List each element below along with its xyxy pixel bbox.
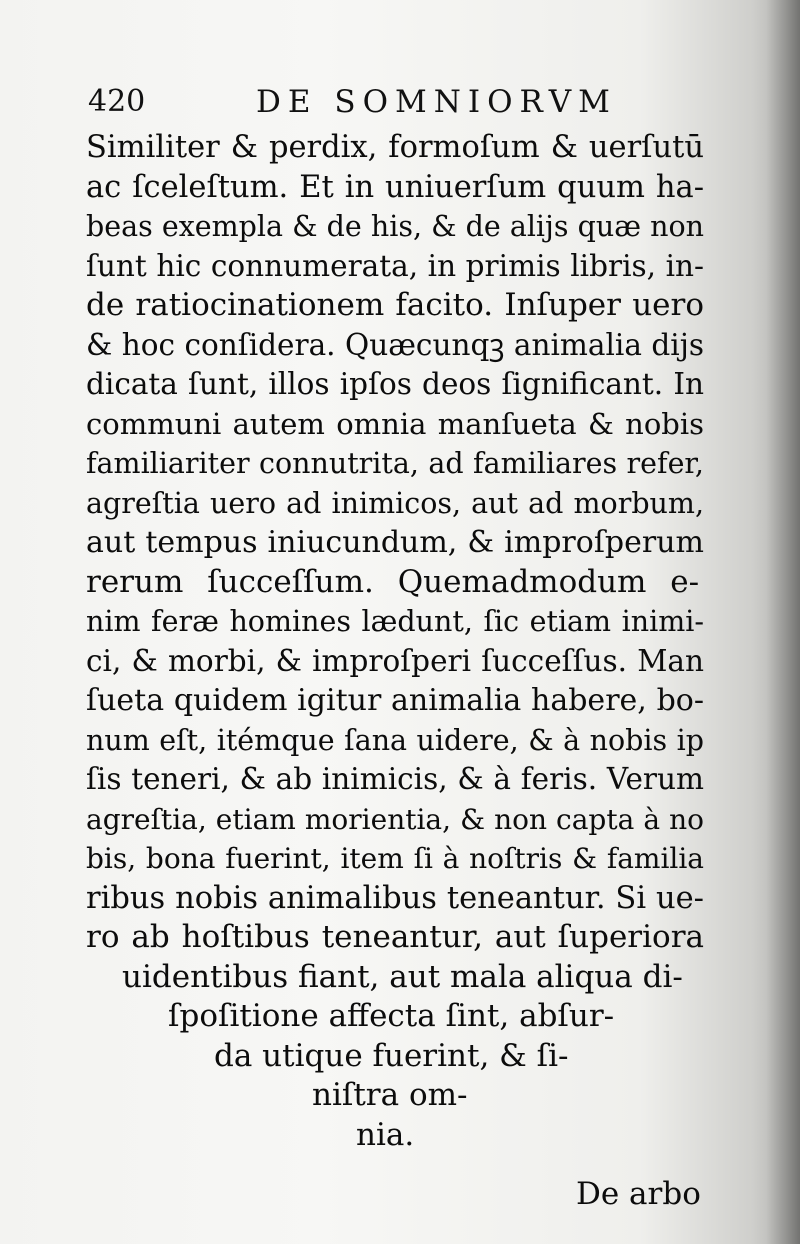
- text-line: beas exempla & de his, & de alijs quæ non: [86, 210, 704, 243]
- text-line: dicata ſunt, illos ipſos deos ſignificant. In: [86, 367, 704, 401]
- text-line: Similiter & perdix, formoſum & uerſutū: [86, 130, 704, 165]
- text-line: ſis teneri, & ab inimicis, & à feris. Verum: [86, 762, 704, 796]
- text-line: familiariter connutrita, ad familiares refer,: [86, 447, 704, 480]
- text-line: num eſt, itémque ſana uidere, & à nobis ip: [86, 723, 704, 757]
- text-line: ribus nobis animalibus teneantur. Si ue-: [86, 880, 704, 916]
- body-text: [86, 128, 716, 1155]
- page-header: [88, 80, 708, 124]
- text-line: niſtra om-: [312, 1077, 468, 1113]
- text-line: nim feræ homines lædunt, ſic etiam inimi-: [86, 605, 704, 638]
- text-line: ci, & morbi, & improſperi ſucceſſus. Man: [86, 643, 704, 678]
- text-line: da utique fuerint, & ſi-: [214, 1037, 569, 1074]
- text-line: ſunt hic connumerata, in primis libris, in-: [86, 248, 704, 283]
- text-line: agreſtia uero ad inimicos, aut ad morbum,: [86, 486, 704, 520]
- text-line: agreſtia, etiam morientia, & non capta à no: [86, 802, 704, 836]
- page-edge-shadow: [766, 0, 800, 1244]
- text-line: de ratiocinationem facito. Inſuper uero: [86, 287, 704, 323]
- text-line: ſueta quidem igitur animalia habere, bo-: [86, 683, 704, 718]
- page-number: 420: [88, 84, 146, 119]
- text-line: rerum ſucceſſum. Quemadmodum e-: [86, 563, 700, 600]
- text-line: bis, bona fuerint, item ſi à noſtris & familia: [86, 842, 704, 875]
- text-line: communi autem omnia manſueta & nobis: [86, 406, 704, 441]
- text-line: ſpoſitione affecta ſint, abſur-: [168, 998, 615, 1034]
- text-line: & hoc conſidera. Quæcunqꝫ animalia dijs: [86, 327, 704, 362]
- catchword: De arbo: [576, 1176, 701, 1212]
- text-line: uidentibus fiant, aut mala aliqua di-: [122, 958, 683, 995]
- text-line: ro ab hoſtibus teneantur, aut ſuperiora: [86, 919, 704, 955]
- text-line: aut tempus iniucundum, & improſperum: [86, 525, 704, 560]
- text-line: nia.: [356, 1116, 415, 1153]
- text-line: ac ſceleſtum. Et in uniuerſum quum ha-: [86, 169, 704, 205]
- running-head: DE SOMNIORVM: [256, 84, 617, 120]
